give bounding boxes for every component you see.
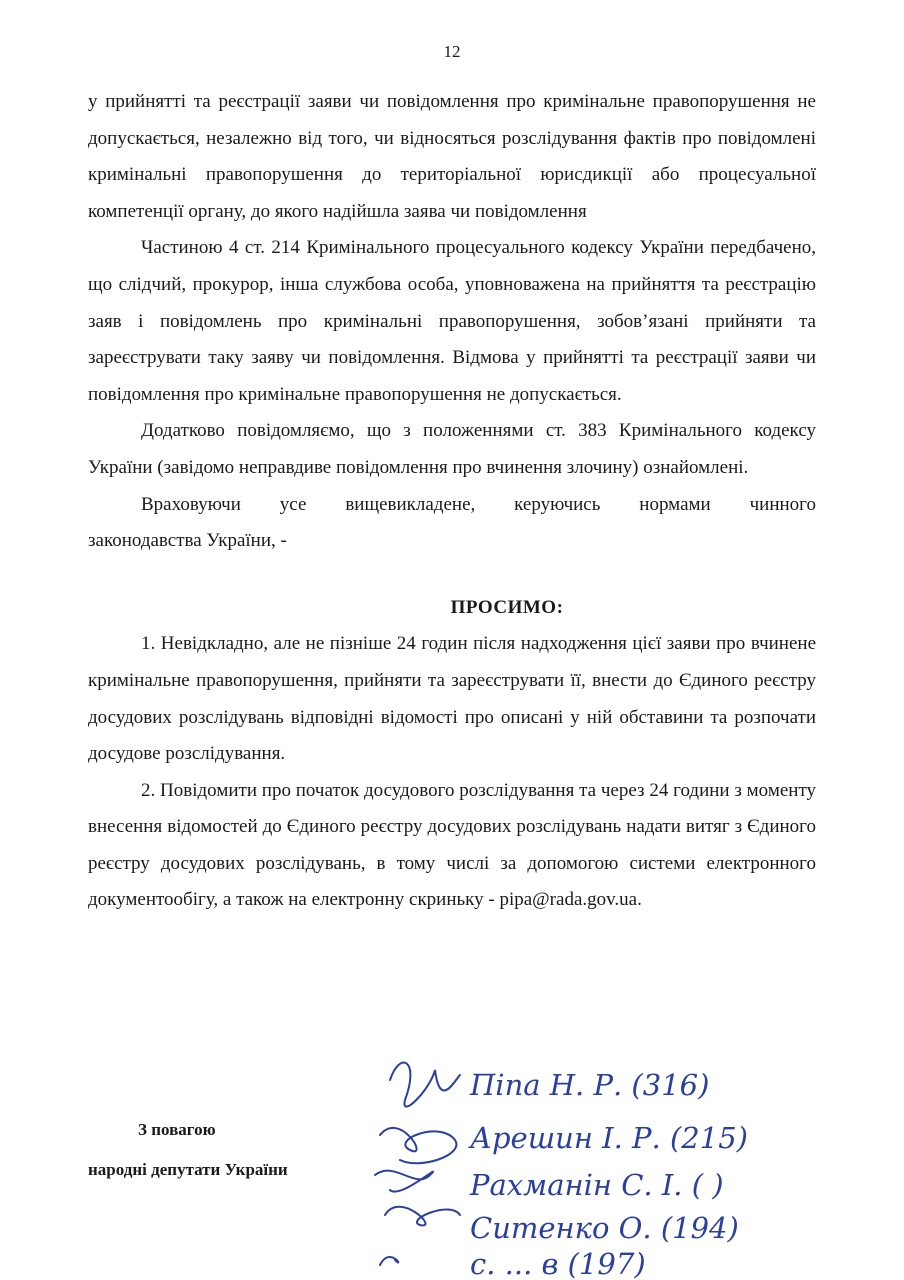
signature-1: Піпа Н. Р. (316): [470, 1068, 710, 1102]
paragraph-considering-line2: законодавства України, -: [88, 530, 287, 552]
closing-block: [88, 1110, 288, 1190]
paragraph-article-383: Додатково повідомляємо, що з положеннями ст. 383 Кримінального кодексу України (завідомо неправдиве повідомлення про вчинення злочину) ознайомлені.: [88, 420, 816, 478]
signature-4: Ситенко О. (194): [470, 1211, 739, 1245]
paragraph-article-214: Частиною 4 ст. 214 Кримінального процесуального кодексу України передбачено, що слідчий, прокурор, інша службова особа, уповноважена на прийняття та реєстрацію заяв і повідомлень про кримінальні правопорушення, зобов’язані прийняти та зареєструвати таку заяву чи повідомлення. Відмова у прийнятті та реєстрації заяви чи повідомлення про кримінальне правопорушення не допускається.: [88, 237, 816, 405]
signatures-svg: [360, 1040, 780, 1280]
signature-5: с. ... в (197): [470, 1247, 646, 1280]
document-body: [88, 84, 816, 919]
closing-regards: З повагою: [138, 1120, 216, 1139]
closing-signatories: народні депутати України: [88, 1160, 288, 1179]
handwritten-signatures: [360, 1040, 780, 1280]
signature-scribbles: [375, 1063, 460, 1265]
paragraph-considering: [88, 487, 816, 560]
signature-3: Рахманін С. І. ( ): [470, 1168, 724, 1202]
request-item-1: 1. Невідкладно, але не пізніше 24 годин після надходження цієї заяви про вчинене кримінальне правопорушення, прийняти та зареєструвати її, внести до Єдиного реєстру досудових розслідувань відповідні відомості про описані у ній обставини та розпочати досудове розслідування.: [88, 633, 816, 765]
paragraph-considering-line1: Враховуючи усе вищевикладене, керуючись нормами чинного: [141, 493, 816, 515]
page-number: 12: [443, 42, 461, 61]
request-item-2: 2. Повідомити про початок досудового розслідування та через 24 години з моменту внесення відомостей до Єдиного реєстру досудових розслідувань надати витяг з Єдиного реєстру досудових розслідувань, в тому числі за допомогою системи електронного документообігу, а також на електронну скриньку - pipa@rada.gov.ua.: [88, 779, 816, 911]
request-heading: ПРОСИМО:: [450, 596, 564, 618]
signature-2: Арешин І. Р. (215): [470, 1121, 748, 1155]
paragraph-continuation: у прийнятті та реєстрації заяви чи повідомлення про кримінальне правопорушення не допускається, незалежно від того, чи відносяться розслідування фактів про повідомлені кримінальні правопорушення до територіальної юрисдикції або процесуальної компетенції органу, до якого надійшла заява чи повідомлення: [88, 91, 816, 222]
